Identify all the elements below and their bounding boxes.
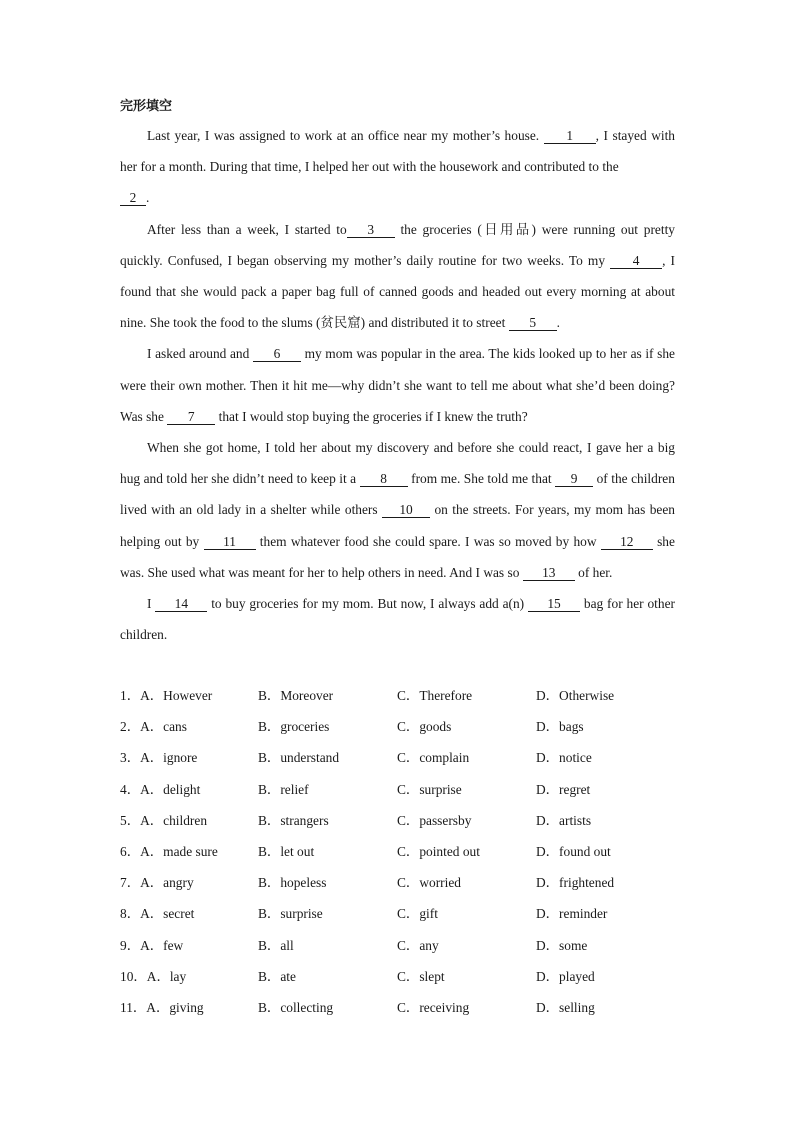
text: of her. [578, 564, 613, 580]
question-number: 11． [120, 999, 147, 1015]
option-b [258, 961, 397, 992]
option-c [397, 805, 536, 836]
option-c [397, 742, 536, 773]
text: , I stayed with her for a month. During that time, I helped her out with the housework and contributed to the [120, 128, 676, 175]
option-text: B．relief [258, 781, 309, 797]
option-text: A．angry [140, 875, 194, 891]
question-number: 4． [120, 781, 141, 797]
option-c [397, 680, 536, 711]
question-number: 8． [120, 906, 141, 922]
question-number: 3． [120, 750, 141, 766]
option-text: C．surprise [397, 781, 462, 797]
option-a [120, 742, 258, 773]
blank-3: 3 [347, 223, 395, 238]
option-text: B．strangers [258, 812, 329, 828]
blank-13: 13 [523, 566, 575, 581]
text: from me. She told me that [411, 471, 552, 487]
option-text: D．some [536, 937, 588, 953]
option-text: B．hopeless [258, 875, 327, 891]
option-text: A．lay [146, 968, 187, 984]
blank-9: 9 [555, 472, 593, 487]
blank-15: 15 [528, 597, 580, 612]
option-text: A．children [140, 812, 208, 828]
blank-5: 5 [509, 316, 557, 331]
text: on the streets. For years, my mom has been helping out by [120, 502, 676, 549]
text: Last year, I was assigned to work at an office near my mother’s house. [147, 128, 540, 143]
question-number: 6． [120, 843, 141, 859]
option-d [536, 805, 675, 836]
question-number: 9． [120, 937, 141, 953]
option-text: C．slept [397, 968, 445, 984]
text: I [147, 596, 152, 612]
document-page [120, 94, 675, 650]
blank-2: 2 [120, 191, 146, 206]
option-d [536, 961, 675, 992]
text: , I found that she would pack a paper bag full of canned goods and headed out every morning at about nine. She took the food to the slums (贫民窟) and distributed it to street [120, 252, 675, 331]
option-b [258, 992, 397, 1023]
option-text: C．gift [397, 906, 438, 922]
text: to buy groceries for my mom. But now, I always add a(n) [211, 596, 525, 612]
question-row [120, 680, 675, 711]
section-title: 完形填空 [120, 99, 173, 114]
option-text: D．bags [536, 719, 584, 735]
question-number: 7． [120, 875, 141, 891]
option-b [258, 680, 397, 711]
option-text: B．groceries [258, 719, 330, 735]
blank-11: 11 [204, 535, 256, 550]
blank-14: 14 [155, 597, 207, 612]
question-number: 5． [120, 812, 141, 828]
blank-8: 8 [360, 472, 408, 487]
option-text: B．Moreover [258, 688, 334, 703]
options-list [120, 680, 675, 1023]
option-text: B．understand [258, 750, 340, 766]
text: I asked around and [147, 346, 250, 362]
option-a [120, 992, 258, 1023]
question-number: 1． [120, 688, 141, 703]
option-text: C．complain [397, 750, 470, 766]
option-c [397, 992, 536, 1023]
question-number: 10． [120, 968, 147, 984]
question-number: 2． [120, 719, 141, 735]
text: my mom was popular in the area. The kids looked up to her as if she were their own mother. Then it hit me—why didn’t she want to tell me about what she’d been doing? Was she [120, 346, 675, 424]
text: . [556, 315, 561, 331]
option-d [536, 711, 675, 742]
option-d [536, 680, 675, 711]
option-b [258, 711, 397, 742]
option-text: C．goods [397, 719, 452, 735]
option-a [120, 774, 258, 805]
option-a [120, 961, 258, 992]
option-c [397, 930, 536, 961]
option-d [536, 867, 675, 898]
option-a [120, 836, 258, 867]
blank-7: 7 [167, 410, 215, 425]
option-text: C．pointed out [397, 843, 480, 859]
option-d [536, 930, 675, 961]
option-c [397, 898, 536, 929]
text: After less than a week, I started to [147, 221, 347, 237]
option-text: D．regret [536, 781, 591, 797]
question-row [120, 836, 675, 867]
option-text: D．Otherwise [536, 688, 615, 703]
option-d [536, 836, 675, 867]
option-text: A．However [140, 688, 213, 703]
text: that I would stop buying the groceries if I knew the truth? [218, 408, 528, 424]
option-b [258, 898, 397, 929]
option-text: A．delight [140, 781, 201, 797]
option-b [258, 805, 397, 836]
blank-6: 6 [253, 347, 301, 362]
blank-4: 4 [610, 254, 662, 269]
option-text: C．any [397, 937, 439, 953]
option-c [397, 836, 536, 867]
question-row [120, 805, 675, 836]
option-b [258, 774, 397, 805]
option-text: B．collecting [258, 999, 334, 1015]
option-text: D．artists [536, 812, 592, 828]
option-c [397, 774, 536, 805]
option-c [397, 961, 536, 992]
option-text: A．secret [140, 906, 195, 922]
text: When she got home, I told her about my discovery and before she could react, I gave her a big hug and told her she didn’t need to keep it a [120, 440, 675, 487]
paragraph-5 [120, 588, 675, 650]
option-text: C．worried [397, 875, 461, 891]
question-row [120, 930, 675, 961]
option-text: B．all [258, 937, 294, 953]
option-text: B．surprise [258, 906, 323, 922]
option-text: A．giving [146, 999, 204, 1015]
option-d [536, 898, 675, 929]
text: them whatever food she could spare. I was so moved by how [259, 533, 597, 549]
option-a [120, 711, 258, 742]
option-text: B．let out [258, 843, 315, 859]
paragraph-2 [120, 214, 675, 339]
option-a [120, 867, 258, 898]
option-text: B．ate [258, 968, 296, 984]
option-text: D．frightened [536, 875, 615, 891]
blank-12: 12 [601, 535, 653, 550]
option-text: D．selling [536, 999, 595, 1015]
question-row [120, 742, 675, 773]
option-d [536, 774, 675, 805]
option-text: A．cans [140, 719, 187, 735]
question-row [120, 961, 675, 992]
blank-1: 1 [544, 129, 596, 144]
option-b [258, 867, 397, 898]
option-text: A．ignore [140, 750, 198, 766]
question-row [120, 867, 675, 898]
option-text: A．made sure [140, 843, 218, 859]
paragraph-1 [120, 120, 675, 214]
question-row [120, 898, 675, 929]
option-a [120, 898, 258, 929]
option-text: C．receiving [397, 999, 470, 1015]
paragraph-3 [120, 338, 675, 432]
option-text: D．reminder [536, 906, 608, 922]
option-text: D．found out [536, 843, 611, 859]
option-text: D．notice [536, 750, 592, 766]
option-text: D．played [536, 968, 595, 984]
text: she was. She used what was meant for her to help others in need. And I was so [120, 533, 675, 580]
option-text: C．passersby [397, 812, 472, 828]
option-c [397, 867, 536, 898]
option-d [536, 742, 675, 773]
text: bag for her other children. [120, 596, 675, 643]
text: of the children lived with an old lady in a shelter while others [120, 471, 675, 518]
blank-10: 10 [382, 503, 430, 518]
option-text: C．Therefore [397, 688, 473, 703]
option-c [397, 711, 536, 742]
option-b [258, 742, 397, 773]
text: the groceries (日用品) were running out pretty quickly. Confused, I began observing my mother’s daily routine for two weeks. To my [120, 221, 675, 268]
option-a [120, 930, 258, 961]
option-d [536, 992, 675, 1023]
question-row [120, 774, 675, 805]
option-a [120, 680, 258, 711]
option-b [258, 836, 397, 867]
option-text: A．few [140, 937, 184, 953]
text: . [146, 190, 150, 206]
option-a [120, 805, 258, 836]
question-row [120, 992, 675, 1023]
option-b [258, 930, 397, 961]
paragraph-4 [120, 432, 675, 588]
question-row [120, 711, 675, 742]
